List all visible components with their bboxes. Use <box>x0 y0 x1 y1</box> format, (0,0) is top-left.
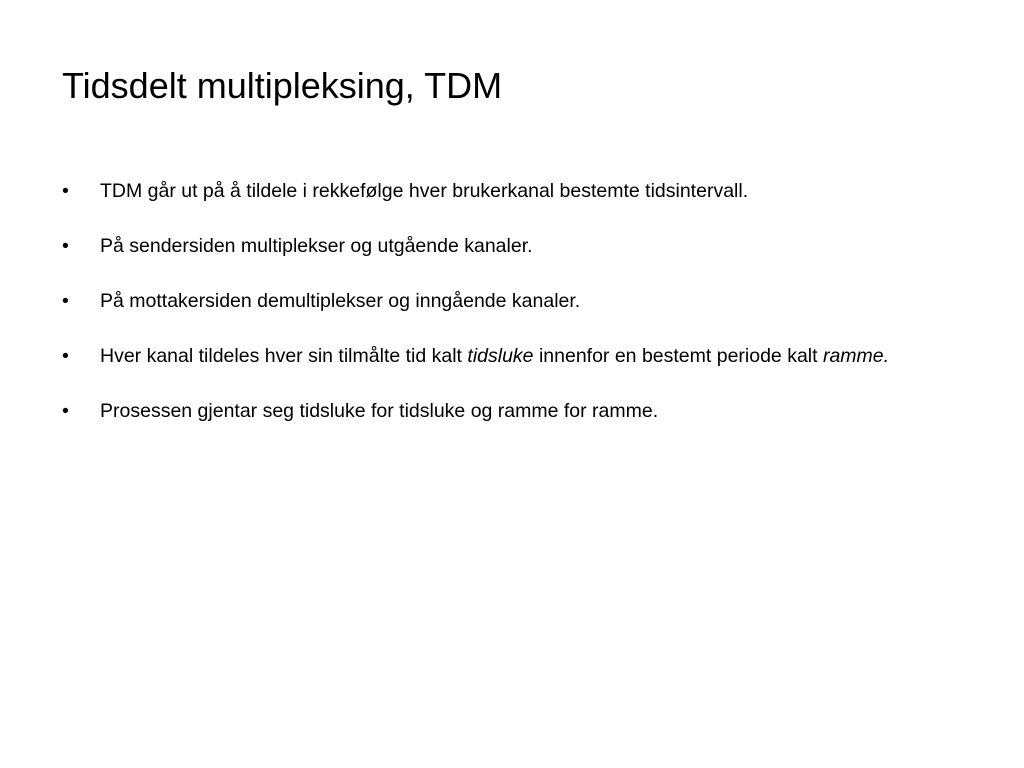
slide-title: Tidsdelt multipleksing, TDM <box>62 65 503 106</box>
bullet-item-5 <box>62 400 962 423</box>
bullet-item-4 <box>62 345 962 368</box>
bullet-item-1 <box>62 180 962 203</box>
bullet-text-1: TDM går ut på å tildele i rekkefølge hver brukerkanal bestemte tidsintervall. <box>100 180 749 202</box>
bullet-list <box>62 180 962 455</box>
bullet-text-4-part2: innenfor en bestemt periode kalt <box>533 345 823 367</box>
bullet-text-2: På sendersiden multiplekser og utgående kanaler. <box>100 235 533 257</box>
bullet-marker: • <box>62 400 69 422</box>
term-tidsluke: tidsluke <box>467 345 534 367</box>
bullet-item-3 <box>62 290 962 313</box>
bullet-text-5: Prosessen gjentar seg tidsluke for tidsluke og ramme for ramme. <box>100 400 659 422</box>
bullet-marker: • <box>62 345 69 367</box>
bullet-item-2 <box>62 235 962 258</box>
bullet-marker: • <box>62 235 69 257</box>
bullet-text-4 <box>100 345 962 368</box>
bullet-text-3: På mottakersiden demultiplekser og inngående kanaler. <box>100 290 581 312</box>
bullet-marker: • <box>62 180 69 202</box>
bullet-text-4-part1: Hver kanal tildeles hver sin tilmålte tid kalt <box>100 345 468 367</box>
bullet-marker: • <box>62 290 69 312</box>
term-ramme: ramme. <box>822 345 890 367</box>
